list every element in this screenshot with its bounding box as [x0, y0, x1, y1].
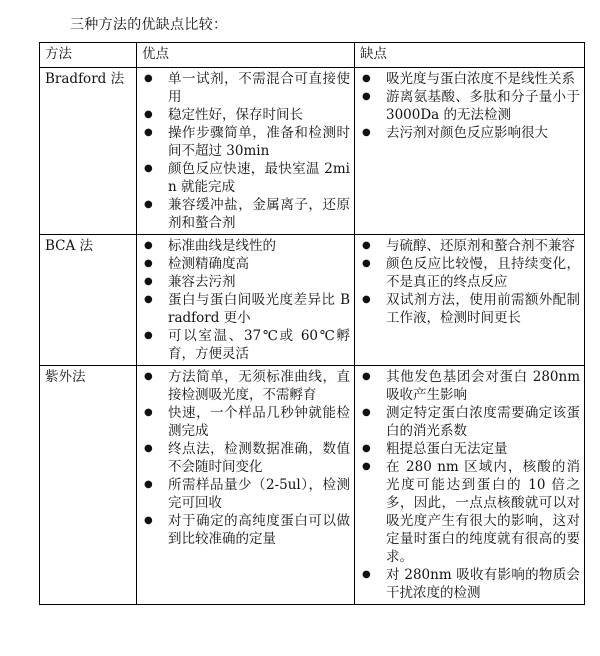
list-item: ● 双试剂方法，使用前需额外配制工作液，检测时间更长: [360, 291, 580, 327]
list-item: ● 操作步骤简单，准备和检测时间不超过 30min: [142, 124, 350, 160]
list-item: ● 测定特定蛋白浓度需要确定该蛋白的消光系数: [360, 404, 580, 440]
table-row-uv: [40, 366, 585, 605]
list-item: ● 兼容缓冲盐，金属离子，还原剂和螯合剂: [142, 196, 350, 232]
list-item: ● 对 280nm 吸收有影响的物质会干扰浓度的检测: [360, 566, 580, 602]
header-cons: 缺点: [355, 43, 585, 68]
method-name: BCA 法: [40, 235, 137, 366]
list-item: ● 吸光度与蛋白浓度不是线性关系: [360, 70, 580, 88]
list-item: ● 单一试剂，不需混合可直接使用: [142, 70, 350, 106]
list-item: ● 与硫醇、还原剂和螯合剂不兼容: [360, 237, 580, 255]
list-item: ● 检测精确度高: [142, 255, 350, 273]
list-item: ● 稳定性好，保存时间长: [142, 106, 350, 124]
list-item: ● 终点法，检测数据准确，数值不会随时间变化: [142, 440, 350, 476]
list-item: ● 可以室温、37℃或 60℃孵育，方便灵活: [142, 327, 350, 363]
method-name: 紫外法: [40, 366, 137, 605]
list-item: ● 游离氨基酸、多肽和分子量小于 3000Da 的无法检测: [360, 88, 580, 124]
header-pros: 优点: [137, 43, 355, 68]
pros-cell: [137, 366, 355, 605]
pros-cell: [137, 235, 355, 366]
list-item: ● 标准曲线是线性的: [142, 237, 350, 255]
list-item: ● 粗提总蛋白无法定量: [360, 440, 580, 458]
pros-cell: [137, 68, 355, 235]
list-item: ● 对于确定的高纯度蛋白可以做到比较准确的定量: [142, 512, 350, 548]
table-row-bca: [40, 235, 585, 366]
list-item: ● 其他发色基团会对蛋白 280nm 吸收产生影响: [360, 368, 580, 404]
method-name: Bradford 法: [40, 68, 137, 235]
list-item: ● 去污剂对颜色反应影响很大: [360, 124, 580, 142]
cons-cell: [355, 366, 585, 605]
comparison-table: [39, 42, 585, 605]
list-item: ● 所需样品量少（2-5ul），检测完可回收: [142, 476, 350, 512]
header-row: [40, 43, 585, 68]
list-item: ● 兼容去污剂: [142, 273, 350, 291]
list-item: ● 方法简单，无须标准曲线，直接检测吸光度，不需孵育: [142, 368, 350, 404]
header-method: 方法: [40, 43, 137, 68]
list-item: ● 颜色反应快速，最快室温 2min 就能完成: [142, 160, 350, 196]
table-row-bradford: [40, 68, 585, 235]
list-item: ● 快速，一个样品几秒钟就能检测完成: [142, 404, 350, 440]
list-item: ● 蛋白与蛋白间吸光度差异比 Bradford 更小: [142, 291, 350, 327]
cons-cell: [355, 235, 585, 366]
list-item: ● 在 280 nm 区域内，核酸的消光度可能达到蛋白的 10 倍之多，因此，一点点核酸就可以对吸光度产生有很大的影响，这对定量时蛋白的纯度就有很高的要求。: [360, 458, 580, 566]
cons-cell: [355, 68, 585, 235]
list-item: ● 颜色反应比较慢，且持续变化，不是真正的终点反应: [360, 255, 580, 291]
table-caption: 三种方法的优缺点比较：: [70, 17, 228, 33]
